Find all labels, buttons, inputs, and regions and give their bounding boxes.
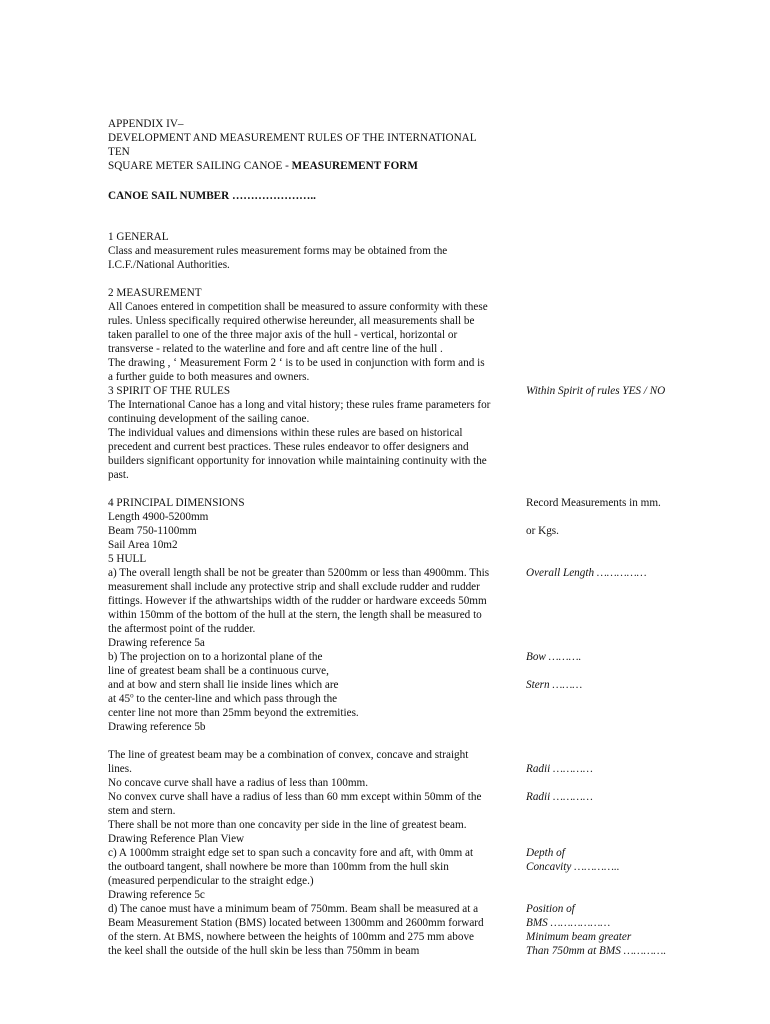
body-line: No concave curve shall have a radius of less than 100mm. [108, 777, 369, 789]
body-line: precedent and current best practices. These rules endeavor to offer designers and [108, 441, 469, 453]
record-units-note: or Kgs. [526, 525, 559, 537]
body-line: b) The projection on to a horizontal plane of the [108, 651, 323, 663]
drawing-reference: Drawing reference 5c [108, 889, 205, 901]
section-4-heading: 4 PRINCIPAL DIMENSIONS [108, 497, 245, 509]
body-line: continuing development of the sailing canoe. [108, 413, 310, 425]
body-line: There shall be not more than one concavity per side in the line of greatest beam. [108, 819, 467, 831]
drawing-reference: Drawing reference 5a [108, 637, 205, 649]
body-line: Beam 750-1100mm [108, 525, 197, 537]
minimum-beam-label: Minimum beam greater [526, 931, 632, 943]
concavity-field[interactable]: Concavity ………….. [526, 861, 620, 873]
section-1-heading: 1 GENERAL [108, 231, 169, 243]
body-line: within 150mm of the bottom of the hull at the stern, the length shall be measured to [108, 609, 482, 621]
body-line: and at bow and stern shall lie inside lines which are [108, 679, 339, 691]
section-3-heading: 3 SPIRIT OF THE RULES [108, 385, 231, 397]
body-line: (measured perpendicular to the straight edge.) [108, 875, 314, 887]
body-line: I.C.F./National Authorities. [108, 259, 230, 271]
body-line: the outboard tangent, shall nowhere be more than 100mm from the hull skin [108, 861, 449, 873]
beam-at-bms-field[interactable]: Than 750mm at BMS …………. [526, 945, 667, 957]
concave-radii-field[interactable]: Radii ………… [526, 763, 593, 775]
overall-length-field[interactable]: Overall Length …………… [526, 567, 647, 579]
title-line-1: DEVELOPMENT AND MEASUREMENT RULES OF THE INTERNATIONAL [108, 132, 477, 144]
section-5-heading: 5 HULL [108, 553, 147, 565]
body-line: The drawing , ‘ Measurement Form 2 ‘ is to be used in conjunction with form and is [108, 357, 485, 369]
body-line: of the stern. At BMS, nowhere between the heights of 100mm and 275 mm above [108, 931, 475, 943]
body-line: transverse - related to the waterline and fore and aft centre line of the hull . [108, 343, 443, 355]
body-line: the keel shall the outside of the hull skin be less than 750mm in beam [108, 945, 420, 957]
title-line-2: TEN [108, 146, 130, 158]
spirit-of-rules-field[interactable]: Within Spirit of rules YES / NO [526, 385, 666, 397]
body-line: past. [108, 469, 129, 481]
body-line: The International Canoe has a long and vital history; these rules frame parameters for [108, 399, 491, 411]
stern-field[interactable]: Stern ……… [526, 679, 583, 691]
position-of-bms-label: Position of [526, 903, 575, 915]
body-line: stem and stern. [108, 805, 176, 817]
body-line: rules. Unless specifically required otherwise hereunder, all measurements shall be [108, 315, 475, 327]
text-segment: to the center-line and which pass through the [133, 693, 338, 705]
body-line: measurement shall include any protective strip and shall exclude rudder and rudder [108, 581, 480, 593]
appendix-heading: APPENDIX IV– [108, 118, 184, 130]
depth-of-concavity-label: Depth of [526, 847, 565, 859]
body-line: line of greatest beam shall be a continuous curve, [108, 665, 329, 677]
drawing-reference: Drawing reference 5b [108, 721, 206, 733]
body-line: c) A 1000mm straight edge set to span such a concavity fore and aft, with 0mm at [108, 847, 474, 859]
title-line-3 [108, 159, 418, 173]
body-line: Length 4900-5200mm [108, 511, 209, 523]
body-line: Beam Measurement Station (BMS) located between 1300mm and 2600mm forward [108, 917, 484, 929]
body-line: builders significant opportunity for innovation while maintaining continuity with the [108, 455, 487, 467]
body-line: taken parallel to one of the three major axis of the hull - vertical, horizontal or [108, 329, 458, 341]
bms-field[interactable]: BMS ……………… [526, 917, 611, 929]
body-line: The individual values and dimensions within these rules are based on historical [108, 427, 463, 439]
title-line-3-prefix: SQUARE METER SAILING CANOE - [108, 160, 292, 172]
body-line: a further guide to both measures and owners. [108, 371, 310, 383]
record-measurements-note: Record Measurements in mm. [526, 497, 661, 509]
body-line: The line of greatest beam may be a combination of convex, concave and straight [108, 749, 469, 761]
body-line: a) The overall length shall be not be greater than 5200mm or less than 4900mm. This [108, 567, 490, 579]
drawing-reference: Drawing Reference Plan View [108, 833, 245, 845]
body-line [108, 692, 337, 706]
body-line: d) The canoe must have a minimum beam of 750mm. Beam shall be measured at a [108, 903, 479, 915]
body-line: center line not more than 25mm beyond the extremities. [108, 707, 359, 719]
section-2-heading: 2 MEASUREMENT [108, 287, 202, 299]
bow-field[interactable]: Bow ………. [526, 651, 582, 663]
body-line: fittings. However if the athwartships width of the rudder or hardware exceeds 50mm [108, 595, 487, 607]
body-line: Class and measurement rules measurement forms may be obtained from the [108, 245, 448, 257]
sail-number-field: CANOE SAIL NUMBER ………………….. [108, 190, 316, 202]
convex-radii-field[interactable]: Radii ………… [526, 791, 593, 803]
body-line: lines. [108, 763, 132, 775]
body-line: No convex curve shall have a radius of less than 60 mm except within 50mm of the [108, 791, 482, 803]
body-line: Sail Area 10m2 [108, 539, 178, 551]
body-line: All Canoes entered in competition shall be measured to assure conformity with these [108, 301, 488, 313]
text-segment: at 45 [108, 693, 131, 705]
title-line-3-bold: MEASUREMENT FORM [291, 160, 418, 172]
degree-superscript: o [130, 691, 134, 700]
body-line: the aftermost point of the rudder. [108, 623, 256, 635]
